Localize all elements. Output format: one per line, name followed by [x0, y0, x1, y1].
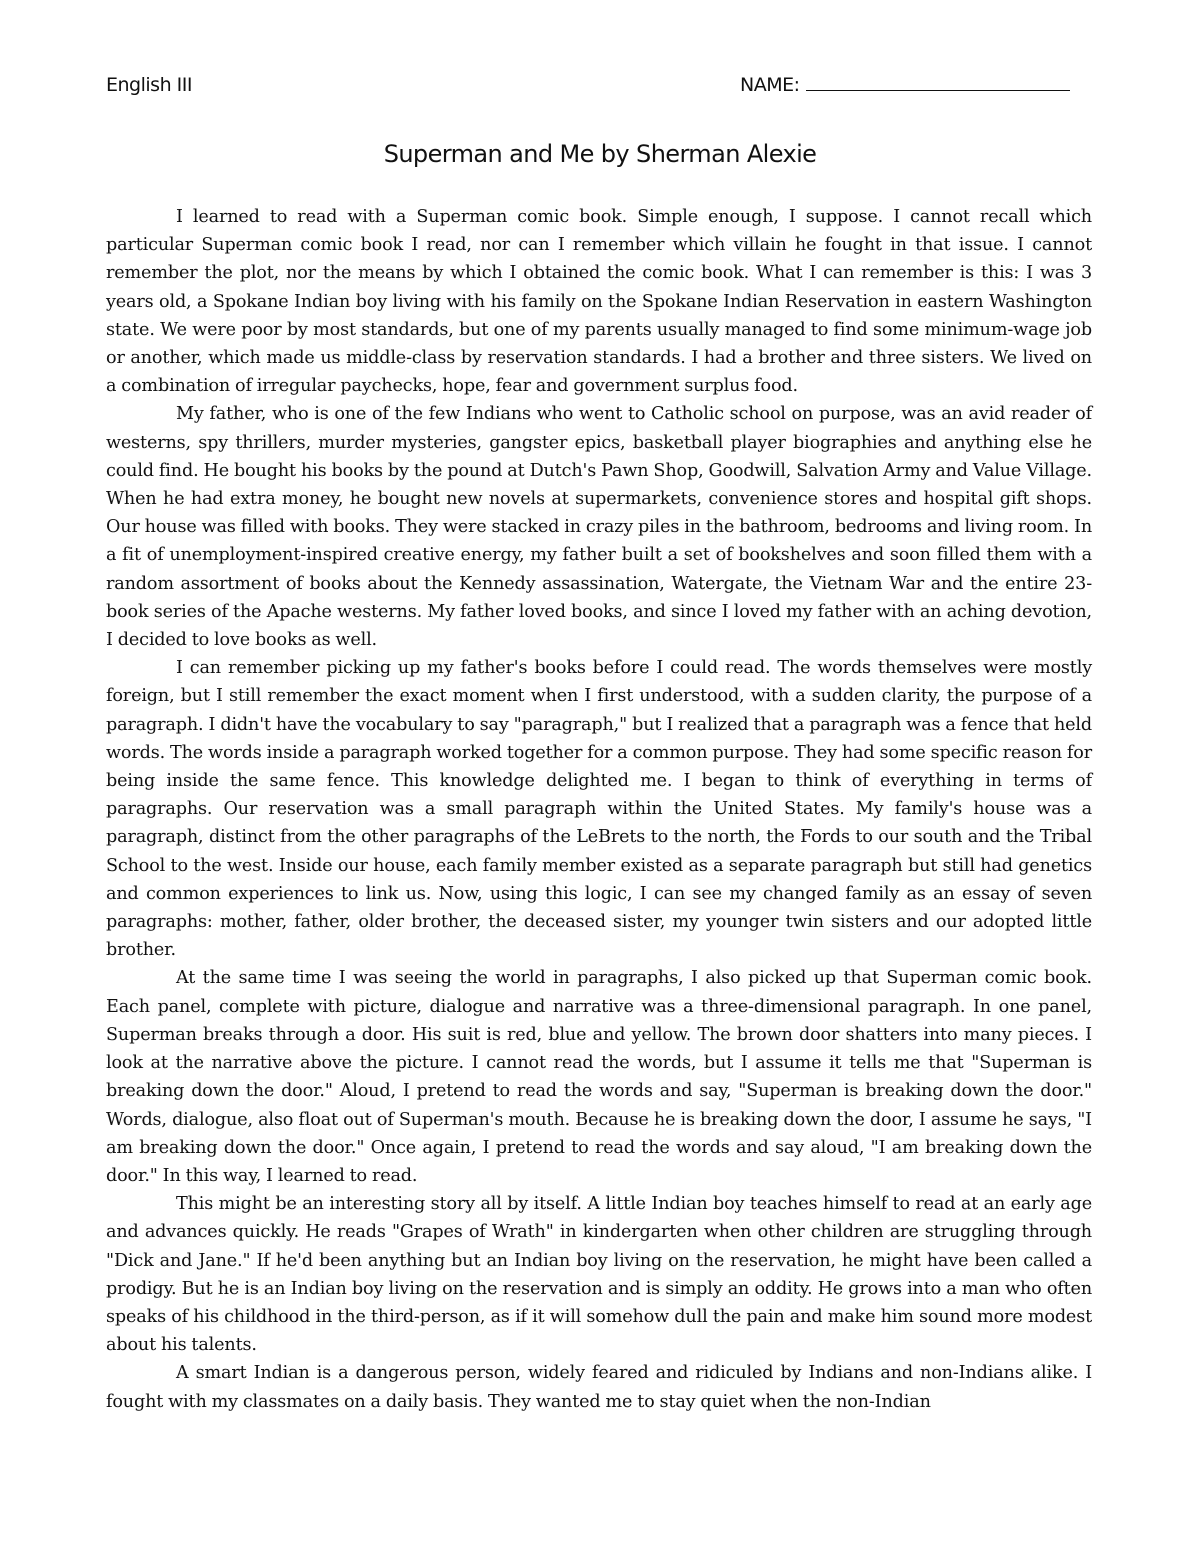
name-field	[740, 74, 1070, 96]
paragraph: This might be an interesting story all by itself. A little Indian boy teaches himself to read at an early age and advances quickly. He reads "Grapes of Wrath" in kindergarten when other children are struggling through "Dick and Jane." If he'd been anything but an Indian boy living on the reservation, he might have been called a prodigy. But he is an Indian boy living on the reservation and is simply an oddity. He grows into a man who often speaks of his childhood in the third-person, as if it will somehow dull the pain and make him sound more modest about his talents.	[106, 1194, 1092, 1356]
essay-body	[106, 203, 1092, 1416]
name-label: NAME:	[740, 74, 800, 96]
course-label: English III	[106, 74, 192, 96]
paragraph: A smart Indian is a dangerous person, widely feared and ridiculed by Indians and non-Indians alike. I fought with my classmates on a daily basis. They wanted me to stay quiet when the non-Indian	[106, 1363, 1092, 1412]
paragraph: At the same time I was seeing the world in paragraphs, I also picked up that Superman comic book. Each panel, complete with picture, dialogue and narrative was a three-dimensional paragraph. In one panel, Superman breaks through a door. His suit is red, blue and yellow. The brown door shatters into many pieces. I look at the narrative above the picture. I cannot read the words, but I assume it tells me that "Superman is breaking down the door." Aloud, I pretend to read the words and say, "Superman is breaking down the door." Words, dialogue, also float out of Superman's mouth. Because he is breaking down the door, I assume he says, "I am breaking down the door." Once again, I pretend to read the words and say aloud, "I am breaking down the door." In this way, I learned to read.	[106, 968, 1092, 1186]
paragraph: My father, who is one of the few Indians who went to Catholic school on purpose, was an avid reader of westerns, spy thrillers, murder mysteries, gangster epics, basketball player biographies and anything else he could find. He bought his books by the pound at Dutch's Pawn Shop, Goodwill, Salvation Army and Value Village. When he had extra money, he bought new novels at supermarkets, convenience stores and hospital gift shops. Our house was filled with books. They were stacked in crazy piles in the bathroom, bedrooms and living room. In a fit of unemployment-inspired creative energy, my father built a set of bookshelves and soon filled them with a random assortment of books about the Kennedy assassination, Watergate, the Vietnam War and the entire 23-book series of the Apache westerns. My father loved books, and since I loved my father with an aching devotion, I decided to love books as well.	[106, 404, 1092, 651]
name-blank-line	[806, 74, 1070, 91]
paragraph: I learned to read with a Superman comic book. Simple enough, I suppose. I cannot recall which particular Superman comic book I read, nor can I remember which villain he fought in that issue. I cannot remember the plot, nor the means by which I obtained the comic book. What I can remember is this: I was 3 years old, a Spokane Indian boy living with his family on the Spokane Indian Reservation in eastern Washington state. We were poor by most standards, but one of my parents usually managed to find some minimum-wage job or another, which made us middle-class by reservation standards. I had a brother and three sisters. We lived on a combination of irregular paychecks, hope, fear and government surplus food.	[106, 207, 1092, 397]
document-title: Superman and Me by Sherman Alexie	[383, 140, 817, 168]
paragraph: I can remember picking up my father's books before I could read. The words themselves were mostly foreign, but I still remember the exact moment when I first understood, with a sudden clarity, the purpose of a paragraph. I didn't have the vocabulary to say "paragraph," but I realized that a paragraph was a fence that held words. The words inside a paragraph worked together for a common purpose. They had some specific reason for being inside the same fence. This knowledge delighted me. I began to think of everything in terms of paragraphs. Our reservation was a small paragraph within the United States. My family's house was a paragraph, distinct from the other paragraphs of the LeBrets to the north, the Fords to our south and the Tribal School to the west. Inside our house, each family member existed as a separate paragraph but still had genetics and common experiences to link us. Now, using this logic, I can see my changed family as an essay of seven paragraphs: mother, father, older brother, the deceased sister, my younger twin sisters and our adopted little brother.	[106, 658, 1092, 961]
